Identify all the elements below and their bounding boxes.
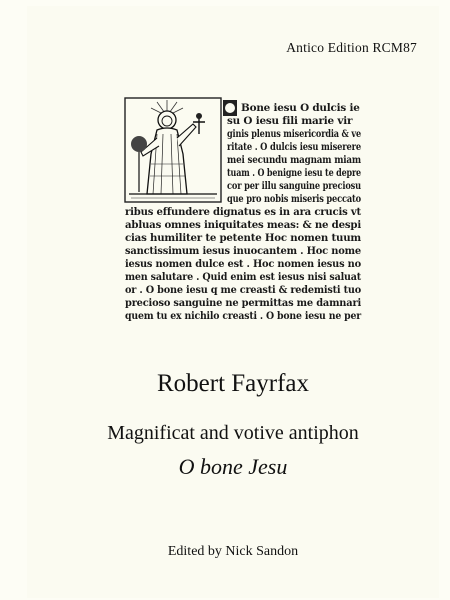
woodcut-line: Bone iesu O dulcis ie <box>241 102 360 114</box>
woodcut-line: cias humiliter te petente Hoc nomen tuum <box>125 232 362 244</box>
edition-label: Antico Edition RCM87 <box>286 40 417 55</box>
woodcut-line: cor per illu sanguine preciosu <box>227 180 362 192</box>
woodcut-figure <box>125 98 221 202</box>
cover-page <box>27 6 439 598</box>
editor-credit: Edited by Nick Sandon <box>167 544 299 559</box>
woodcut-line: que pro nobis miseris peccato <box>227 193 362 205</box>
woodcut-line: men salutare . Quid enim est iesus nisi saluat <box>125 271 362 283</box>
woodcut-line: abluas omnes iniquitates meas: & ne despi <box>125 219 362 231</box>
author-name: Robert Fayrfax <box>156 370 310 397</box>
woodcut-line: or . O bone iesu q me creasti & redemisti tuo <box>125 284 362 296</box>
woodcut-illustration <box>123 94 363 330</box>
work-subtitle: Magnificat and votive antiphon <box>107 422 359 444</box>
woodcut-line: iesus nomen dulce est . Hoc nomen iesus no <box>125 258 362 270</box>
woodcut-line: tuam . O benigne iesu te depre <box>227 167 362 179</box>
decorated-initial <box>223 100 237 116</box>
woodcut-line: quem tu ex nichilo creasti . O bone iesu ne per <box>125 310 362 322</box>
woodcut-line: ritate . O dulcis iesu miserere <box>227 141 362 153</box>
woodcut-line: mei secundu magnam miam <box>227 154 362 166</box>
woodcut-line: ribus effundere dignatus es in ara crucis vt <box>125 206 362 218</box>
woodcut-line: sanctissimum iesus inuocantem . Hoc nome <box>125 245 362 257</box>
work-title: O bone Jesu <box>178 454 288 479</box>
woodcut-line: precioso sanguine ne permittas me damnari <box>125 297 362 309</box>
woodcut-line: su O iesu fili marie vir <box>227 115 353 127</box>
woodcut-line: ginis plenus misericordia & ve <box>227 128 362 140</box>
